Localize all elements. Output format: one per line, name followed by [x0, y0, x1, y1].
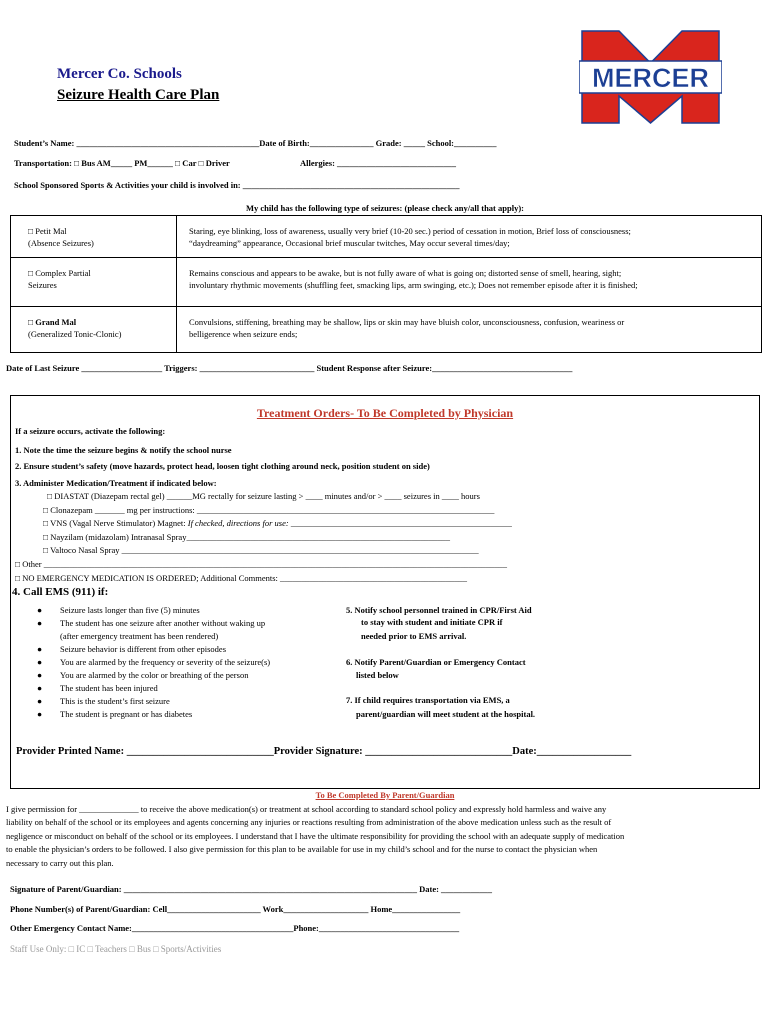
mercer-logo	[579, 28, 722, 126]
treatment-step-7: 7. If child requires transportation via EMS, a	[346, 695, 510, 705]
seizure-desc-line: involuntary rhythmic movements (shuffling feet, smacking lips, arm swinging, etc.); Does not remember episode after it is finished;	[189, 280, 638, 290]
med-vns-directions: If checked, directions for use:	[187, 518, 289, 528]
ems-criterion: This is the student’s first seizure	[60, 696, 170, 706]
page-title: Seizure Health Care Plan	[57, 87, 220, 103]
transportation-field[interactable]: Transportation: □ Bus AM_____ PM______ □ Car □ Driver	[14, 158, 230, 168]
list-item	[37, 643, 270, 656]
seizure-desc-line: Remains conscious and appears to be awake, but is not fully aware of what is going on; distorted sense of smell, hearing, sight;	[189, 268, 622, 278]
ems-criterion: You are alarmed by the frequency or severity of the seizure(s)	[60, 657, 271, 667]
ems-criterion: Seizure behavior is different from other episodes	[60, 644, 227, 654]
seizure-types-table	[10, 215, 762, 353]
seizure-type-sub: Seizures	[28, 280, 57, 290]
bullet-icon: ●	[37, 709, 43, 719]
paragraph-line: necessary to carry out this plan.	[6, 857, 114, 868]
med-vns[interactable]	[43, 518, 512, 528]
list-item	[37, 695, 270, 708]
last-seizure-line[interactable]: Date of Last Seizure ___________________ Triggers: ___________________________ Student Response after Seizure:_________________________________	[6, 363, 573, 373]
seizure-desc-line: “daydreaming” appearance, Occasional brief muscular twitches, May occur several times/day;	[189, 238, 510, 248]
seizure-desc-line: Staring, eye blinking, loss of awareness, usually very brief (10-20 sec.) period of cessation in motion, Brief loss of consciousness;	[189, 226, 631, 236]
treatment-intro: If a seizure occurs, activate the following:	[15, 426, 166, 436]
no-emergency-med[interactable]: □ NO EMERGENCY MEDICATION IS ORDERED; Additional Comments: ____________________________________________	[15, 573, 468, 583]
med-clonazepam[interactable]: □ Clonazepam _______ mg per instructions: ______________________________________________________________________	[43, 505, 495, 515]
treatment-step-5-line2: to stay with student and initiate CPR if	[361, 617, 503, 627]
table-row	[11, 307, 762, 353]
ems-criterion: You are alarmed by the color or breathing of the person	[60, 670, 249, 680]
med-diastat[interactable]: □ DIASTAT (Diazepam rectal gel) ______MG rectally for seizure lasting > ____ minutes and/or > ____ seizures in ____ hours	[47, 491, 480, 501]
treatment-step-6: 6. Notify Parent/Guardian or Emergency Contact	[346, 657, 526, 667]
seizure-type-name[interactable]: □ Grand Mal	[28, 317, 77, 327]
student-info-line[interactable]: Student’s Name: ___________________________________________Date of Birth:_______________ Grade: _____ School:__________	[14, 138, 497, 148]
emergency-contact-line[interactable]: Other Emergency Contact Name:______________________________________Phone:_________________________________	[10, 923, 460, 933]
ems-criterion: The student has one seizure after another without waking up	[60, 618, 266, 628]
seizure-types-heading: My child has the following type of seizures: (please check any/all that apply):	[246, 203, 524, 213]
paragraph-line: liability on behalf of the school or its employees and agents concerning any injuries or reactions resulting from administration of the above medication unless such as the result of	[6, 817, 612, 828]
seizure-type-sub: (Generalized Tonic-Clonic)	[28, 329, 122, 339]
med-other[interactable]: □ Other _____________________________________________________________________________________________________________	[15, 559, 507, 569]
treatment-step-7-line2: parent/guardian will meet student at the hospital.	[356, 709, 536, 719]
paragraph-line: I give permission for ______________ to receive the above medication(s) or treatment at school according to standard school policy and expressly hold harmless and waive any	[6, 804, 607, 814]
med-nayzilam[interactable]: □ Nayzilam (midazolam) Intranasal Spray______________________________________________________________	[43, 532, 450, 542]
list-item	[37, 630, 270, 643]
logo-text: MERCER	[591, 63, 710, 93]
seizure-type-name[interactable]: □ Petit Mal	[28, 226, 67, 236]
allergies-field[interactable]: Allergies: ____________________________	[300, 158, 457, 168]
bullet-icon: ●	[37, 657, 43, 667]
list-item	[37, 669, 270, 682]
guardian-permission-paragraph	[6, 803, 741, 870]
bullet-icon: ●	[37, 618, 43, 628]
med-valtoco[interactable]: □ Valtoco Nasal Spray ____________________________________________________________________________________	[43, 545, 479, 555]
bullet-icon: ●	[37, 644, 43, 654]
treatment-step-1: 1. Note the time the seizure begins & notify the school nurse	[15, 445, 232, 455]
med-vns-label: □ VNS (Vagal Nerve Stimulator) Magnet:	[43, 518, 188, 528]
list-item	[37, 708, 270, 721]
treatment-step-5: 5. Notify school personnel trained in CPR/First Aid	[346, 605, 532, 615]
paragraph-line: negligence or misconduct on behalf of the school or its employees. I understand that I have the ultimate responsibility for providing the school with an adequate supply of medication	[6, 830, 625, 841]
paragraph-line: to enable the physician’s orders to be followed. I also give permission for this plan to be available for use in my child’s school and for the nurse to contact the physician when	[6, 844, 598, 855]
treatment-step-3: 3. Administer Medication/Treatment if indicated below:	[15, 478, 217, 488]
sports-field[interactable]: School Sponsored Sports & Activities your child is involved in: ___________________________________________________	[14, 180, 460, 190]
list-item	[37, 682, 270, 695]
treatment-step-2: 2. Ensure student’s safety (move hazards, protect head, loosen tight clothing around neck, position student on side)	[15, 461, 430, 471]
provider-signature-line[interactable]: Provider Printed Name: ____________________________Provider Signature: ____________________________Date:__________________	[16, 746, 632, 757]
seizure-desc-cell	[177, 258, 762, 307]
table-row	[11, 216, 762, 258]
seizure-type-name[interactable]: □ Complex Partial	[28, 268, 91, 278]
bullet-icon: ●	[37, 605, 43, 615]
seizure-desc-line: Convulsions, stiffening, breathing may be shallow, lips or skin may have bluish color, unconsciousness, confusion, weariness or	[189, 317, 625, 327]
guardian-title: To Be Completed By Parent/Guardian	[315, 790, 455, 800]
guardian-signature-line[interactable]: Signature of Parent/Guardian: _____________________________________________________________________ Date: ____________	[10, 884, 493, 894]
seizure-type-cell[interactable]	[11, 216, 177, 258]
list-item	[37, 604, 270, 617]
list-item	[37, 656, 270, 669]
ems-criterion: The student is pregnant or has diabetes	[60, 709, 193, 719]
seizure-desc-line: belligerence when seizure ends;	[189, 329, 298, 339]
treatment-step-6-line2: listed below	[356, 670, 399, 680]
med-vns-blank[interactable]: ____________________________________________________	[288, 518, 512, 528]
treatment-title: Treatment Orders- To Be Completed by Physician	[256, 406, 514, 420]
bullet-icon: ●	[37, 683, 43, 693]
ems-criterion: Seizure lasts longer than five (5) minutes	[60, 605, 200, 615]
bullet-icon: ●	[37, 696, 43, 706]
seizure-type-cell[interactable]	[11, 258, 177, 307]
seizure-desc-cell	[177, 307, 762, 353]
bullet-icon: ●	[37, 670, 43, 680]
ems-criterion: (after emergency treatment has been rendered)	[60, 631, 219, 641]
table-row	[11, 258, 762, 307]
ems-criterion: The student has been injured	[60, 683, 158, 693]
seizure-type-sub: (Absence Seizures)	[28, 238, 94, 248]
staff-use-line[interactable]: Staff Use Only: □ IC □ Teachers □ Bus □ Sports/Activities	[10, 944, 222, 954]
seizure-type-cell[interactable]	[11, 307, 177, 353]
org-name: Mercer Co. Schools	[57, 66, 182, 82]
guardian-phone-line[interactable]: Phone Number(s) of Parent/Guardian: Cell______________________ Work____________________ Home________________	[10, 904, 461, 914]
list-item	[37, 617, 270, 630]
ems-criteria-list	[37, 604, 270, 721]
treatment-step-4: 4. Call EMS (911) if:	[12, 586, 109, 598]
treatment-step-5-line3: needed prior to EMS arrival.	[361, 631, 467, 641]
seizure-desc-cell	[177, 216, 762, 258]
